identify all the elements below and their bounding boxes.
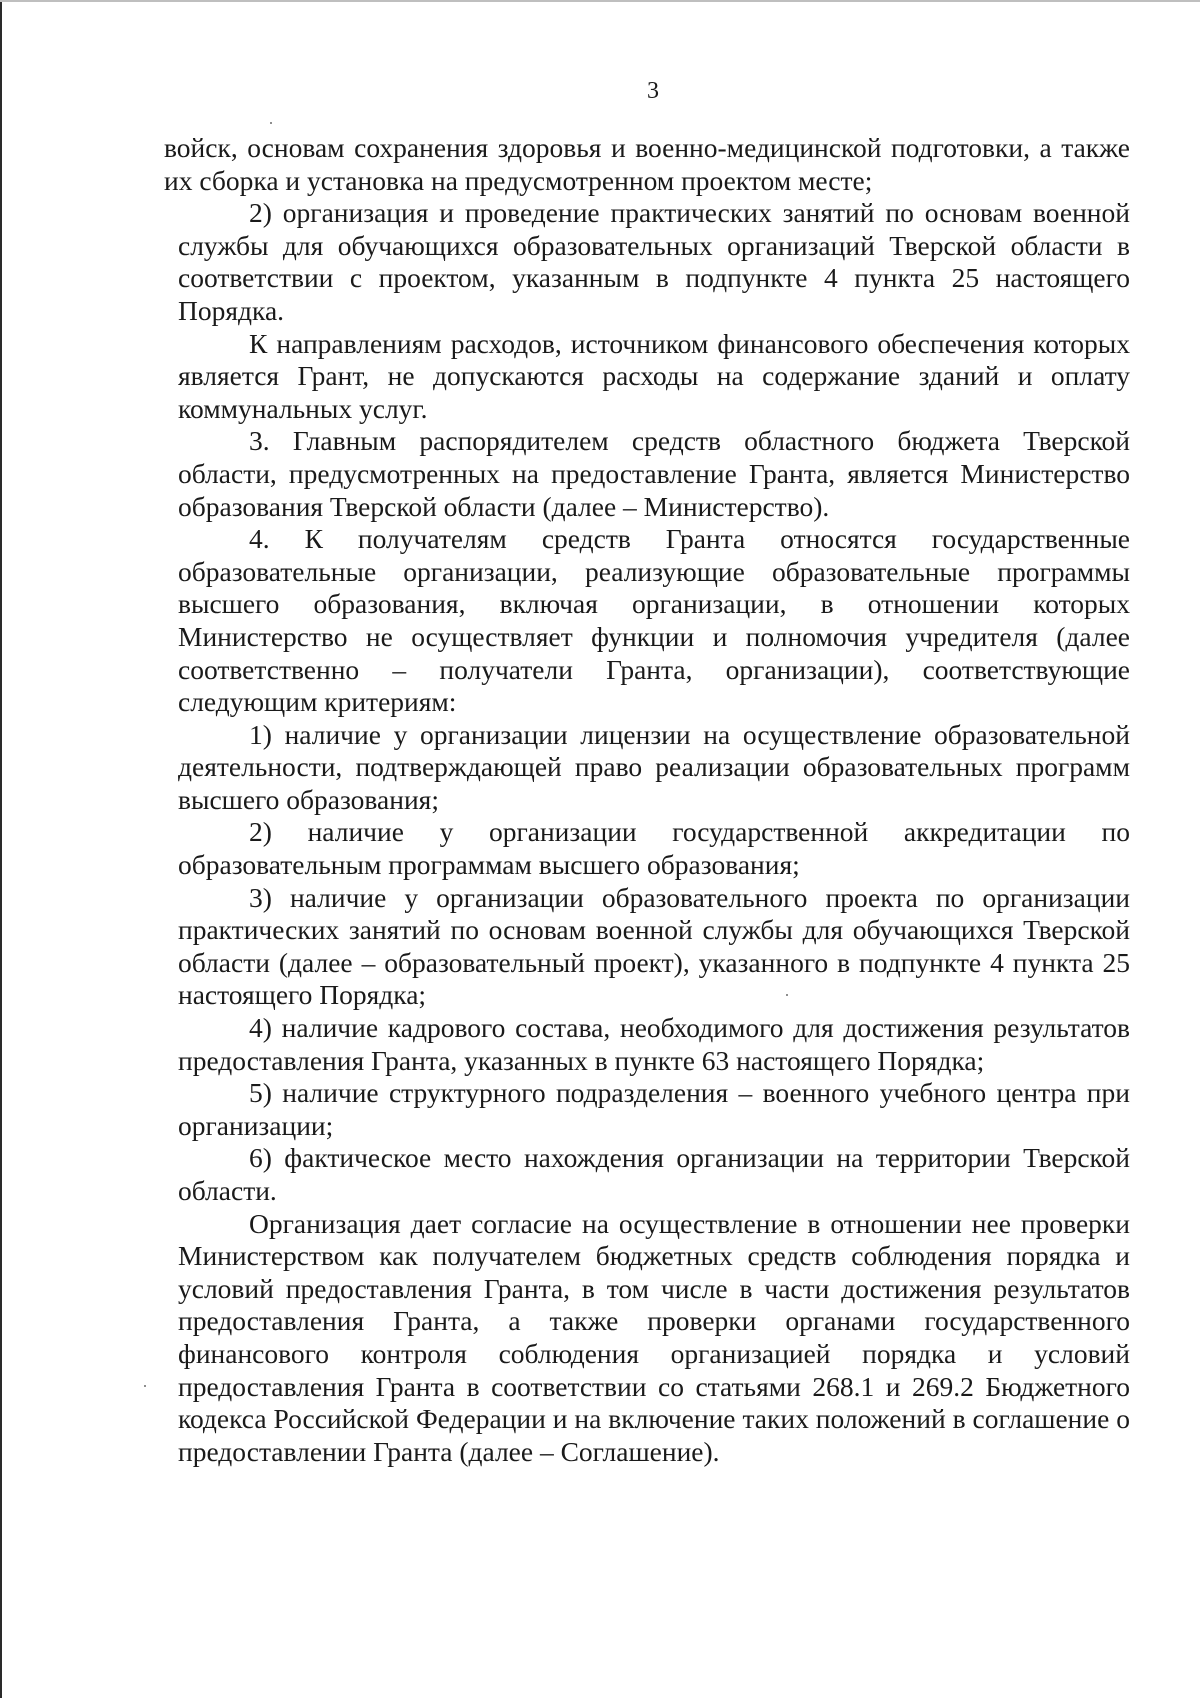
page-number: 3	[647, 78, 659, 104]
paragraph: 3. Главным распорядителем средств областного бюджета Тверской области, предусмотренных на предоставление Гранта, является Министерство образования Тверской области (далее – Министерство).	[178, 425, 1130, 522]
paragraph: К направлениям расходов, источником финансового обеспечения которых является Грант, не допускаются расходы на содержание зданий и оплату коммунальных услуг.	[178, 327, 1130, 424]
paragraph: 4) наличие кадрового состава, необходимого для достижения результатов предоставления Гранта, указанных в пункте 63 настоящего Порядка;	[178, 1012, 1130, 1076]
paragraph: 4. К получателям средств Гранта относятся государственные образовательные организации, реализующие образовательные программы высшего образования, включая организации, в отношении которых Министерство не осуществляет функции и полномочия учредителя (далее соответственно – получатели Гранта, организации), соответствующие следующим критериям:	[178, 523, 1130, 718]
paragraph: 2) организация и проведение практических занятий по основам военной службы для обучающихся образовательных организаций Тверской области в соответствии с проектом, указанным в подпункте 4 пункта 25 настоящего Порядка.	[178, 197, 1130, 326]
paragraph: Организация дает согласие на осуществление в отношении нее проверки Министерством как получателем бюджетных средств соблюдения порядка и условий предоставления Гранта, в том числе в части достижения результатов предоставления Гранта, а также проверки органами государственного финансового контроля соблюдения организацией порядка и условий предоставления Гранта в соответствии со статьями 268.1 и 269.2 Бюджетного кодекса Российской Федерации и на включение таких положений в соглашение о предоставлении Гранта (далее – Соглашение).	[178, 1207, 1130, 1467]
scan-speck	[270, 122, 272, 124]
document-body	[164, 132, 1130, 1468]
paragraph: 3) наличие у организации образовательного проекта по организации практических занятий по основам военной службы для обучающихся Тверской области (далее – образовательный проект), указанного в подпункте 4 пункта 25 настоящего Порядка;	[178, 881, 1130, 1011]
paragraph: 2) наличие у организации государственной аккредитации по образовательным программам высшего образования;	[178, 816, 1130, 881]
paragraph: 6) фактическое место нахождения организации на территории Тверской области.	[178, 1142, 1130, 1206]
paragraph: 1) наличие у организации лицензии на осуществление образовательной деятельности, подтверждающей право реализации образовательных программ высшего образования;	[178, 718, 1130, 815]
scan-edge-left	[0, 0, 2, 1698]
scan-speck	[144, 1385, 146, 1387]
scan-edge-top	[0, 0, 1200, 2]
paragraph: 5) наличие структурного подразделения – военного учебного центра при организации;	[178, 1077, 1130, 1141]
paragraph: войск, основам сохранения здоровья и военно-медицинской подготовки, а также их сборка и установка на предусмотренном проектом месте;	[164, 132, 1130, 196]
